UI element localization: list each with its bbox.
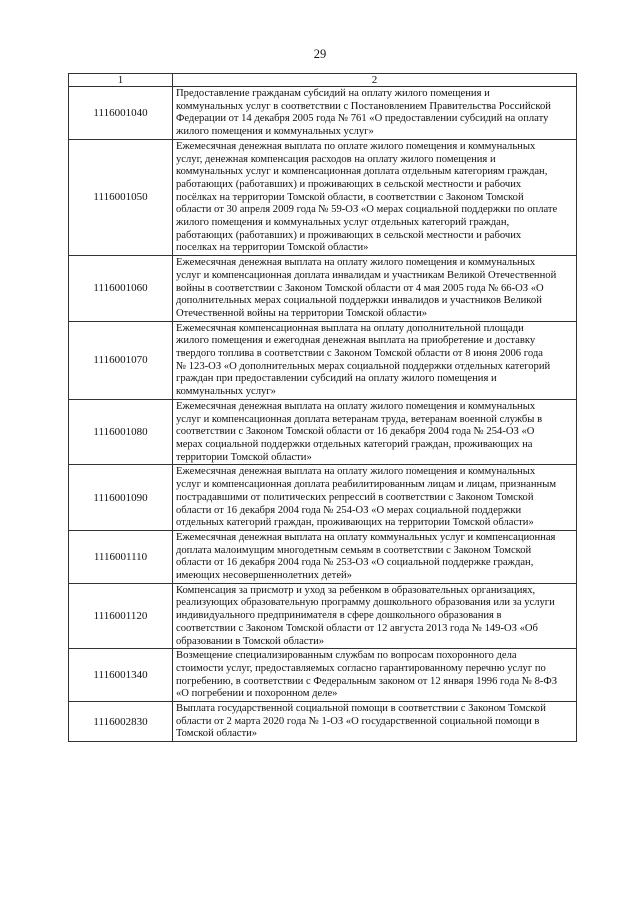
table-row	[69, 649, 577, 702]
description-line: коммунальных услуг»	[176, 386, 276, 398]
description-line: Ежемесячная денежная выплата на оплату жилого помещения и коммунальных	[176, 400, 536, 412]
row-code: 1116001090	[69, 465, 173, 531]
description-line: услуг и компенсационная доплата реабилитированным лицам и лицам, признанным	[176, 479, 557, 491]
table-header-row	[69, 74, 577, 87]
description-line: образовании в Томской области»	[176, 635, 325, 647]
description-line: «О погребении и похоронном деле»	[176, 688, 338, 700]
table-row	[69, 321, 577, 399]
description-line: имеющих несовершеннолетних детей»	[176, 570, 352, 582]
description-line: Компенсация за присмотр и уход за ребенком в образовательных организациях,	[176, 584, 536, 596]
row-description	[173, 399, 577, 465]
description-line: услуг, денежная компенсация расходов на оплату жилого помещения и	[176, 153, 496, 165]
row-description	[173, 139, 577, 255]
row-code: 1116001120	[69, 583, 173, 649]
description-line: отдельных категорий граждан, проживающих на территории Томской области»	[176, 517, 534, 529]
row-code: 1116001040	[69, 87, 173, 140]
description-line: пострадавшими от политических репрессий в соответствии с Законом Томской	[176, 491, 534, 503]
row-description	[173, 702, 577, 742]
description-line: Томской области»	[176, 728, 258, 740]
description-line: Ежемесячная денежная выплата на оплату жилого помещения и коммунальных	[176, 257, 536, 269]
row-code: 1116001340	[69, 649, 173, 702]
row-description	[173, 321, 577, 399]
description-line: работающих (работавших) и проживающих в сельской местности и рабочих	[176, 178, 522, 190]
description-line: реализующих образовательную программу дошкольного образования или за услуги	[176, 597, 555, 609]
row-code: 1116001070	[69, 321, 173, 399]
description-line: коммунальных услуг и компенсационная доплата отдельным категориям граждан,	[176, 166, 548, 178]
row-description	[173, 465, 577, 531]
row-code: 1116001060	[69, 256, 173, 322]
row-code: 1116001110	[69, 530, 173, 583]
description-line: дополнительных мерах социальной поддержки инвалидов и участников Великой	[176, 295, 542, 307]
description-line: Ежемесячная денежная выплата по оплате жилого помещения и коммунальных	[176, 140, 536, 152]
description-line: Возмещение специализированным службам по вопросам похоронного дела	[176, 650, 517, 662]
table-row	[69, 530, 577, 583]
column-header-2: 2	[173, 74, 577, 87]
description-line: индивидуального предпринимателя в сфере дошкольного образования в	[176, 610, 502, 622]
description-line: соответствии с Законом Томской области от 16 декабря 2004 года № 254-ОЗ «О	[176, 426, 535, 438]
description-line: Ежемесячная денежная выплата на оплату жилого помещения и коммунальных	[176, 466, 536, 478]
description-line: территории Томской области»	[176, 451, 312, 463]
row-description	[173, 87, 577, 140]
description-line: жилого помещения и коммунальных услуг отдельных категорий граждан,	[176, 217, 510, 229]
description-line: области от 2 марта 2020 года № 1-ОЗ «О государственной социальной помощи в	[176, 715, 540, 727]
description-line: области от 16 декабря 2004 года № 254-ОЗ «О мерах социальной поддержки	[176, 504, 522, 516]
description-line: работающих (работавших) и проживающих в сельской местности и рабочих	[176, 229, 522, 241]
description-line: жилого помещения и ежегодная денежная выплата на приобретение и доставку	[176, 335, 536, 347]
row-description	[173, 583, 577, 649]
row-code: 1116001050	[69, 139, 173, 255]
description-line: доплата малоимущим многодетным семьям в соответствии с Законом Томской	[176, 544, 532, 556]
description-line: Предоставление гражданам субсидий на оплату жилого помещения и	[176, 88, 490, 99]
table-row	[69, 87, 577, 140]
description-line: Отечественной войны на территории Томской области»	[176, 307, 428, 319]
description-line: Федерации от 14 декабря 2005 года № 761 «О предоставлении субсидий на оплату	[176, 113, 549, 125]
description-line: услуг и компенсационная доплата инвалидам и участникам Великой Отечественной	[176, 269, 557, 281]
description-line: войны в соответствии с Законом Томской области от 4 мая 2005 года № 66-ОЗ «О	[176, 282, 544, 294]
budget-codes-table	[68, 73, 577, 742]
description-line: мерах социальной поддержки отдельных категорий граждан, проживающих на	[176, 438, 533, 450]
description-line: посёлках на территории Томской области, в соответствии с Законом Томской	[176, 191, 524, 203]
row-description	[173, 649, 577, 702]
row-code: 1116002830	[69, 702, 173, 742]
column-header-1: 1	[69, 74, 173, 87]
row-description	[173, 530, 577, 583]
description-line: области от 16 декабря 2004 года № 253-ОЗ «О социальной поддержке граждан,	[176, 557, 534, 569]
table-row	[69, 256, 577, 322]
table-row	[69, 139, 577, 255]
description-line: стоимости услуг, предоставляемых согласно гарантированному перечню услуг по	[176, 662, 546, 674]
description-line: коммунальных услуг в соответствии с Постановлением Правительства Российской	[176, 100, 551, 112]
description-line: области от 30 апреля 2009 года № 59-ОЗ «О мерах социальной поддержки по оплате	[176, 204, 558, 216]
row-description	[173, 256, 577, 322]
description-line: граждан при предоставлении субсидий на оплату жилого помещения и	[176, 373, 497, 385]
description-line: соответствии с Законом Томской области от 12 августа 2013 года № 149-ОЗ «Об	[176, 622, 538, 634]
page-number: 29	[313, 47, 327, 61]
table-row	[69, 399, 577, 465]
description-line: жилого помещения и коммунальных услуг»	[176, 126, 374, 138]
row-code: 1116001080	[69, 399, 173, 465]
table-row	[69, 465, 577, 531]
description-line: погребению, в соответствии с Федеральным законом от 12 января 1996 года № 8-ФЗ	[176, 675, 558, 687]
description-line: Ежемесячная компенсационная выплата на оплату дополнительной площади	[176, 322, 524, 334]
description-line: услуг и компенсационная доплата ветеранам труда, ветеранам военной службы в	[176, 413, 543, 425]
description-line: № 123-ОЗ «О дополнительных мерах социальной поддержки отдельных категорий	[176, 360, 551, 372]
description-line: поселках на территории Томской области»	[176, 242, 369, 254]
description-line: твердого топлива в соответствии с Законом Томской области от 8 июня 2006 года	[176, 348, 543, 360]
description-line: Ежемесячная денежная выплата на оплату коммунальных услуг и компенсационная	[176, 531, 556, 543]
table-row	[69, 702, 577, 742]
description-line: Выплата государственной социальной помощи в соответствии с Законом Томской	[176, 703, 546, 715]
table-row	[69, 583, 577, 649]
